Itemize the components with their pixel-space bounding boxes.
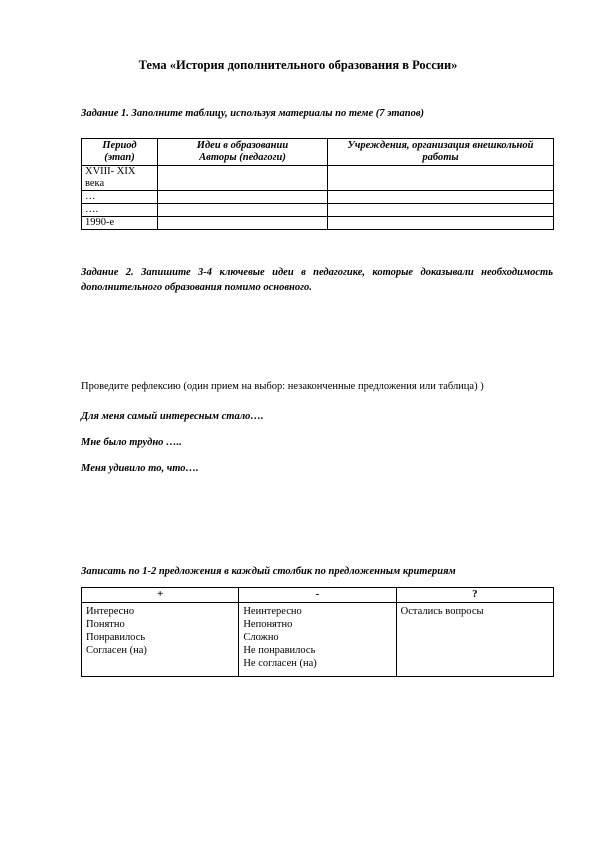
reflection-instruction: Проведите рефлексию (один прием на выбор: незаконченные предложения или таблица) ): [81, 381, 484, 392]
table-cell[interactable]: 1990-е: [82, 217, 158, 230]
table-cell[interactable]: [82, 166, 158, 191]
list-item: Непонятно: [243, 619, 293, 630]
list-item: Не согласен (на): [243, 658, 317, 669]
table-cell[interactable]: [328, 217, 554, 230]
list-item: Понятно: [86, 619, 125, 630]
header-text: Период: [102, 140, 137, 151]
table-cell[interactable]: [158, 166, 328, 191]
list-item: Не понравилось: [243, 645, 316, 656]
unfinished-phrase-1: Для меня самый интересным стало….: [81, 411, 264, 422]
table-cell[interactable]: [158, 191, 328, 204]
table-row: [82, 603, 554, 677]
header-ideas: [158, 139, 328, 166]
list-item: Интересно: [86, 606, 135, 617]
list-item: Остались вопросы: [400, 606, 484, 617]
table-cell[interactable]: [328, 204, 554, 217]
cell-text: XVIII- XIX: [85, 166, 136, 177]
list-item: Понравилось: [86, 632, 146, 643]
table-row: [82, 166, 554, 191]
minus-cell[interactable]: [239, 603, 396, 677]
list-item: Неинтересно: [243, 606, 302, 617]
unfinished-phrase-2: Мне было трудно …..: [81, 437, 182, 448]
table-header-row: [82, 588, 554, 603]
header-text: работы: [422, 152, 459, 163]
header-institutions: [328, 139, 554, 166]
unfinished-phrase-3: Меня удивило то, что….: [81, 463, 199, 474]
task-3-heading: Записать по 1-2 предложения в каждый столбик по предложенным критериям: [81, 566, 456, 577]
list-item: Сложно: [243, 632, 279, 643]
question-cell[interactable]: [396, 603, 553, 677]
table-cell[interactable]: [158, 217, 328, 230]
table-cell[interactable]: ….: [82, 204, 158, 217]
list-item: Согласен (на): [86, 645, 147, 656]
header-question: ?: [396, 588, 553, 603]
page-title: Тема «История дополнительного образования в России»: [138, 58, 458, 72]
header-minus: -: [239, 588, 396, 603]
header-text: (этап): [104, 152, 135, 163]
table-cell[interactable]: …: [82, 191, 158, 204]
table-cell[interactable]: [158, 204, 328, 217]
task-2-heading: Задание 2. Запишите 3-4 ключевые идеи в педагогике, которые доказывали необходимость дополнительного образования помимо основного.: [81, 267, 553, 293]
plus-cell[interactable]: [82, 603, 239, 677]
table-cell[interactable]: [328, 166, 554, 191]
header-period: [82, 139, 158, 166]
header-text: Учреждения, организация внешкольной: [347, 140, 534, 151]
table-header-row: [82, 139, 554, 166]
task-1-heading: Задание 1. Заполните таблицу, используя материалы по теме (7 этапов): [81, 108, 425, 119]
periods-table: [81, 138, 554, 230]
table-row: [82, 217, 554, 230]
table-cell[interactable]: [328, 191, 554, 204]
table-row: [82, 191, 554, 204]
header-plus: +: [82, 588, 239, 603]
header-text: Идеи в образовании: [196, 140, 289, 151]
cell-text: века: [85, 178, 105, 189]
header-text: Авторы (педагоги): [199, 152, 286, 163]
table-row: [82, 204, 554, 217]
reflection-table: [81, 587, 554, 677]
